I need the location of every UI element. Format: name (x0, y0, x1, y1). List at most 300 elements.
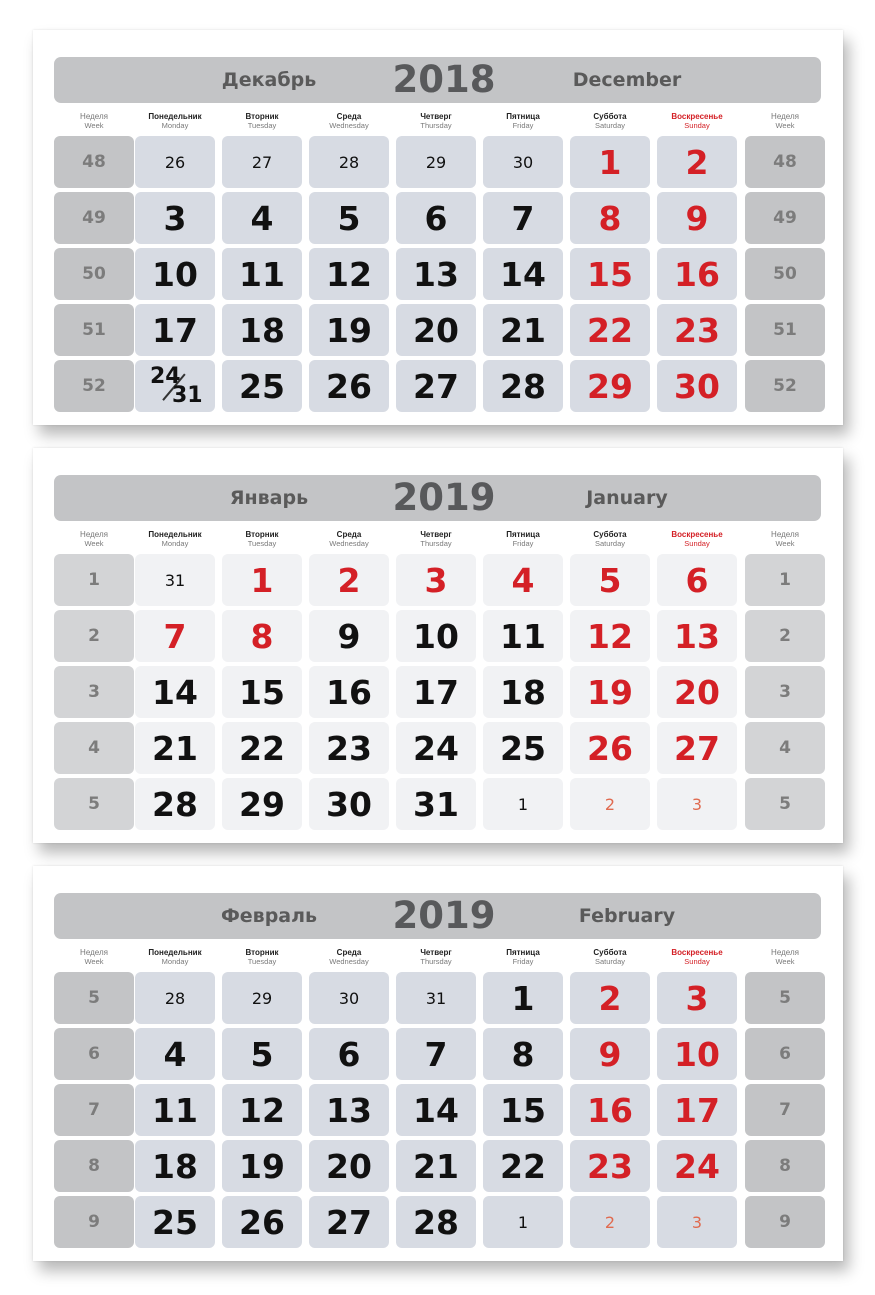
week-number-right (745, 1196, 825, 1248)
week-number-right (745, 192, 825, 244)
day-number: 20 (413, 310, 459, 350)
day-cell (222, 722, 302, 774)
weekday-name-ru: Пятница (506, 948, 540, 957)
day-number: 5 (337, 198, 361, 238)
weekday-name-ru: Неделя (771, 948, 799, 957)
week-number-left (54, 972, 134, 1024)
day-cell (222, 1140, 302, 1192)
weekday-name-en: Tuesday (247, 957, 277, 966)
weekday-header (132, 530, 218, 548)
day-number: 1 (517, 794, 529, 814)
day-number: 17 (674, 1090, 720, 1130)
adjacent-day-cell (135, 972, 215, 1024)
week-number: 49 (773, 208, 797, 228)
day-cell (483, 1140, 563, 1192)
weekday-name-ru: Понедельник (148, 948, 202, 957)
weekday-name-en: Friday (512, 539, 534, 548)
day-number: 30 (338, 988, 360, 1008)
weekday-name-ru: Неделя (80, 948, 108, 957)
day-number: 2 (604, 794, 616, 814)
weekday-name-ru: Пятница (506, 530, 540, 539)
week-number-right (745, 1084, 825, 1136)
day-number: 5 (598, 560, 622, 600)
day-cell (222, 1196, 302, 1248)
calendar-january-2019 (33, 448, 843, 843)
day-cell (396, 722, 476, 774)
week-number: 2 (779, 626, 791, 646)
day-number: 7 (163, 616, 187, 656)
weekday-header (480, 530, 566, 548)
weekday-header (132, 112, 218, 130)
day-number: 31 (413, 784, 459, 824)
weekday-name-en: Week (84, 121, 104, 130)
week-number: 7 (88, 1100, 100, 1120)
day-cell (222, 778, 302, 830)
weekday-header (306, 948, 392, 966)
day-cell (570, 136, 650, 188)
day-cell (483, 192, 563, 244)
day-number: 18 (239, 310, 285, 350)
day-number: 31 (164, 570, 186, 590)
day-number: 28 (152, 784, 198, 824)
day-number: 26 (239, 1202, 285, 1242)
weekday-name-en: Week (775, 539, 795, 548)
day-cell (135, 610, 215, 662)
year-label: 2019 (392, 476, 496, 519)
weekday-header (219, 530, 305, 548)
day-cell (135, 722, 215, 774)
day-cell (222, 554, 302, 606)
day-number: 23 (674, 310, 720, 350)
week-number-right (745, 610, 825, 662)
day-cell (135, 1028, 215, 1080)
day-cell (309, 1140, 389, 1192)
day-cell (657, 610, 737, 662)
weekday-name-ru: Среда (336, 948, 362, 957)
day-number: 18 (500, 672, 546, 712)
day-number: 2 (598, 978, 622, 1018)
month-name-en: February (578, 905, 676, 927)
day-cell (222, 666, 302, 718)
day-number: 28 (338, 152, 360, 172)
weekday-name-en: Monday (161, 121, 189, 130)
day-cell (483, 248, 563, 300)
week-number-right (745, 304, 825, 356)
week-number: 49 (82, 208, 106, 228)
day-cell (657, 1140, 737, 1192)
week-number: 9 (779, 1212, 791, 1232)
weekday-name-ru: Воскресенье (671, 112, 723, 121)
day-number: 22 (587, 310, 633, 350)
day-cell (309, 778, 389, 830)
day-cell (222, 610, 302, 662)
day-cell (222, 192, 302, 244)
day-cell (309, 554, 389, 606)
weekday-name-ru: Неделя (80, 530, 108, 539)
day-number: 27 (674, 728, 720, 768)
week-number-left (54, 360, 134, 412)
day-number: 17 (152, 310, 198, 350)
weekday-header (51, 112, 137, 130)
week-number: 9 (88, 1212, 100, 1232)
weekday-name-en: Saturday (594, 539, 626, 548)
month-name-en: January (586, 487, 668, 509)
week-number-right (745, 554, 825, 606)
day-cell (396, 1028, 476, 1080)
weekday-name-en: Week (775, 121, 795, 130)
day-cell (396, 248, 476, 300)
day-cell (657, 722, 737, 774)
day-number: 7 (424, 1034, 448, 1074)
week-number: 50 (82, 264, 106, 284)
week-number: 51 (82, 320, 106, 340)
day-cell (483, 304, 563, 356)
day-number: 15 (587, 254, 633, 294)
day-cell (309, 1028, 389, 1080)
day-number: 1 (250, 560, 274, 600)
weekday-name-ru: Воскресенье (671, 530, 723, 539)
day-number: 26 (587, 728, 633, 768)
day-number: 26 (164, 152, 186, 172)
weekday-name-en: Saturday (594, 121, 626, 130)
day-number: 9 (337, 616, 361, 656)
week-number: 2 (88, 626, 100, 646)
adjacent-day-cell (483, 136, 563, 188)
day-number: 3 (691, 1212, 703, 1232)
weekday-header (654, 948, 740, 966)
week-number: 4 (779, 738, 791, 758)
week-number: 1 (88, 570, 100, 590)
weekday-name-ru: Неделя (771, 112, 799, 121)
day-number: 28 (413, 1202, 459, 1242)
day-cell (135, 360, 215, 412)
day-number: 22 (500, 1146, 546, 1186)
week-number: 3 (779, 682, 791, 702)
week-number: 6 (779, 1044, 791, 1064)
week-number-left (54, 304, 134, 356)
day-number: 25 (239, 366, 285, 406)
adjacent-day-cell (396, 136, 476, 188)
month-name-ru: Февраль (220, 905, 318, 927)
day-cell (135, 1084, 215, 1136)
day-cell (657, 1028, 737, 1080)
weekday-name-en: Tuesday (247, 121, 277, 130)
day-number: 1 (511, 978, 535, 1018)
day-number: 8 (598, 198, 622, 238)
week-number-right (745, 666, 825, 718)
week-number-right (745, 1028, 825, 1080)
weekday-name-ru: Среда (336, 530, 362, 539)
day-cell (570, 554, 650, 606)
week-number-left (54, 248, 134, 300)
adjacent-day-cell (657, 1196, 737, 1248)
weekday-header (742, 530, 828, 548)
week-number: 5 (88, 988, 100, 1008)
day-cell (570, 304, 650, 356)
day-cell (309, 722, 389, 774)
day-number: 22 (239, 728, 285, 768)
day-number: 12 (239, 1090, 285, 1130)
day-number: 7 (511, 198, 535, 238)
day-number: 25 (500, 728, 546, 768)
day-number: 28 (500, 366, 546, 406)
day-number: 30 (512, 152, 534, 172)
week-number: 1 (779, 570, 791, 590)
day-number: 19 (239, 1146, 285, 1186)
weekday-name-ru: Понедельник (148, 112, 202, 121)
day-number: 23 (326, 728, 372, 768)
weekday-name-en: Tuesday (247, 539, 277, 548)
day-cell (570, 1140, 650, 1192)
day-number: 18 (152, 1146, 198, 1186)
day-cell (396, 554, 476, 606)
weekday-name-en: Wednesday (329, 121, 369, 130)
day-number: 21 (413, 1146, 459, 1186)
weekday-name-en: Week (775, 957, 795, 966)
adjacent-day-cell (483, 778, 563, 830)
day-number: 6 (337, 1034, 361, 1074)
day-cell (570, 360, 650, 412)
weekday-header (567, 948, 653, 966)
day-number: 12 (326, 254, 372, 294)
week-number-right (745, 1140, 825, 1192)
day-cell (570, 192, 650, 244)
weekday-name-en: Week (84, 957, 104, 966)
day-number: 20 (326, 1146, 372, 1186)
weekday-name-en: Saturday (594, 957, 626, 966)
weekday-name-ru: Неделя (771, 530, 799, 539)
day-number: 28 (164, 988, 186, 1008)
day-number: 16 (674, 254, 720, 294)
week-number-right (745, 136, 825, 188)
weekday-header (742, 112, 828, 130)
day-number: 1 (598, 142, 622, 182)
day-cell (657, 136, 737, 188)
day-cell (570, 1028, 650, 1080)
day-number: 11 (239, 254, 285, 294)
day-cell (135, 666, 215, 718)
weekday-header (567, 530, 653, 548)
weekday-header (567, 112, 653, 130)
weekday-header (393, 948, 479, 966)
day-cell (657, 554, 737, 606)
week-number-right (745, 248, 825, 300)
week-number-left (54, 554, 134, 606)
day-cell (396, 1084, 476, 1136)
day-number: 29 (425, 152, 447, 172)
day-number: 14 (500, 254, 546, 294)
weekday-name-ru: Четверг (420, 112, 452, 121)
day-number: 13 (326, 1090, 372, 1130)
day-number: 6 (685, 560, 709, 600)
day-cell (483, 1084, 563, 1136)
day-number: 30 (326, 784, 372, 824)
day-number: 3 (685, 978, 709, 1018)
weekday-name-ru: Вторник (245, 530, 279, 539)
day-cell (570, 1084, 650, 1136)
day-cell (483, 554, 563, 606)
week-number-left (54, 1084, 134, 1136)
adjacent-day-cell (657, 778, 737, 830)
week-number: 7 (779, 1100, 791, 1120)
day-number: 10 (413, 616, 459, 656)
week-number: 48 (773, 152, 797, 172)
adjacent-day-cell (396, 972, 476, 1024)
weekday-header (393, 112, 479, 130)
month-title-band (54, 57, 821, 103)
week-number: 48 (82, 152, 106, 172)
weekday-name-en: Monday (161, 957, 189, 966)
day-number: 19 (326, 310, 372, 350)
week-number: 51 (773, 320, 797, 340)
week-number-left (54, 666, 134, 718)
adjacent-day-cell (135, 554, 215, 606)
day-number: 13 (413, 254, 459, 294)
day-cell (309, 248, 389, 300)
day-cell (657, 248, 737, 300)
day-number: 8 (511, 1034, 535, 1074)
month-title-band (54, 475, 821, 521)
day-number: 26 (326, 366, 372, 406)
day-number: 19 (587, 672, 633, 712)
calendar-december-2018 (33, 30, 843, 425)
week-number: 52 (773, 376, 797, 396)
week-number-left (54, 778, 134, 830)
weekday-name-en: Sunday (684, 121, 710, 130)
day-number: 21 (152, 728, 198, 768)
weekday-header (219, 948, 305, 966)
adjacent-day-cell (483, 1196, 563, 1248)
day-cell (657, 192, 737, 244)
weekday-name-en: Sunday (684, 539, 710, 548)
calendar-february-2019 (33, 866, 843, 1261)
weekday-name-ru: Суббота (593, 948, 627, 957)
year-label: 2018 (392, 58, 496, 101)
day-number: 14 (413, 1090, 459, 1130)
adjacent-day-cell (309, 136, 389, 188)
month-name-en: December (572, 69, 682, 91)
day-cell (396, 1196, 476, 1248)
day-number: 11 (500, 616, 546, 656)
weekday-header (51, 948, 137, 966)
weekday-name-en: Monday (161, 539, 189, 548)
day-number: 8 (250, 616, 274, 656)
week-number-left (54, 1028, 134, 1080)
week-number: 8 (88, 1156, 100, 1176)
day-number: 24 (674, 1146, 720, 1186)
day-cell (396, 192, 476, 244)
day-number: 14 (152, 672, 198, 712)
week-number-left (54, 722, 134, 774)
day-number: 4 (250, 198, 274, 238)
split-date-second: 31 (172, 383, 203, 408)
weekday-name-ru: Воскресенье (671, 948, 723, 957)
weekday-name-en: Thursday (420, 539, 452, 548)
day-number: 25 (152, 1202, 198, 1242)
day-cell (222, 1028, 302, 1080)
day-cell (657, 666, 737, 718)
split-date-first: 24 (150, 364, 181, 389)
day-number: 29 (587, 366, 633, 406)
day-cell (570, 972, 650, 1024)
day-number: 2 (685, 142, 709, 182)
day-number: 1 (517, 1212, 529, 1232)
day-cell (309, 610, 389, 662)
day-cell (483, 666, 563, 718)
week-number: 5 (88, 794, 100, 814)
day-number: 4 (511, 560, 535, 600)
day-cell (483, 722, 563, 774)
weekday-name-ru: Среда (336, 112, 362, 121)
weekday-name-ru: Вторник (245, 948, 279, 957)
day-number: 27 (413, 366, 459, 406)
day-cell (135, 1196, 215, 1248)
day-cell (222, 304, 302, 356)
day-number: 10 (674, 1034, 720, 1074)
day-number: 13 (674, 616, 720, 656)
day-cell (135, 778, 215, 830)
day-number: 23 (587, 1146, 633, 1186)
weekday-name-en: Thursday (420, 121, 452, 130)
day-cell (135, 248, 215, 300)
week-number-right (745, 360, 825, 412)
weekday-header (306, 112, 392, 130)
weekday-name-en: Wednesday (329, 957, 369, 966)
adjacent-day-cell (135, 136, 215, 188)
weekday-header (393, 530, 479, 548)
day-cell (657, 304, 737, 356)
day-number: 17 (413, 672, 459, 712)
day-number: 21 (500, 310, 546, 350)
week-number: 52 (82, 376, 106, 396)
week-number-left (54, 192, 134, 244)
weekday-header (51, 530, 137, 548)
day-cell (396, 1140, 476, 1192)
weekday-header (480, 948, 566, 966)
day-number: 9 (685, 198, 709, 238)
weekday-name-ru: Суббота (593, 530, 627, 539)
day-cell (309, 304, 389, 356)
adjacent-day-cell (570, 1196, 650, 1248)
day-cell (657, 1084, 737, 1136)
day-number: 3 (424, 560, 448, 600)
day-number: 2 (604, 1212, 616, 1232)
week-number: 5 (779, 794, 791, 814)
split-date (145, 364, 205, 408)
week-number: 8 (779, 1156, 791, 1176)
day-cell (657, 360, 737, 412)
month-name-ru: Январь (229, 487, 309, 509)
day-cell (309, 360, 389, 412)
week-number-left (54, 610, 134, 662)
day-number: 16 (587, 1090, 633, 1130)
day-number: 29 (251, 988, 273, 1008)
weekday-name-ru: Суббота (593, 112, 627, 121)
weekday-name-en: Friday (512, 957, 534, 966)
week-number: 50 (773, 264, 797, 284)
day-cell (396, 778, 476, 830)
day-number: 30 (674, 366, 720, 406)
weekday-header (132, 948, 218, 966)
week-number-left (54, 136, 134, 188)
year-label: 2019 (392, 894, 496, 937)
weekday-name-ru: Вторник (245, 112, 279, 121)
week-number: 6 (88, 1044, 100, 1064)
day-cell (396, 360, 476, 412)
month-name-ru: Декабрь (221, 69, 317, 91)
weekday-header (654, 112, 740, 130)
day-number: 3 (691, 794, 703, 814)
